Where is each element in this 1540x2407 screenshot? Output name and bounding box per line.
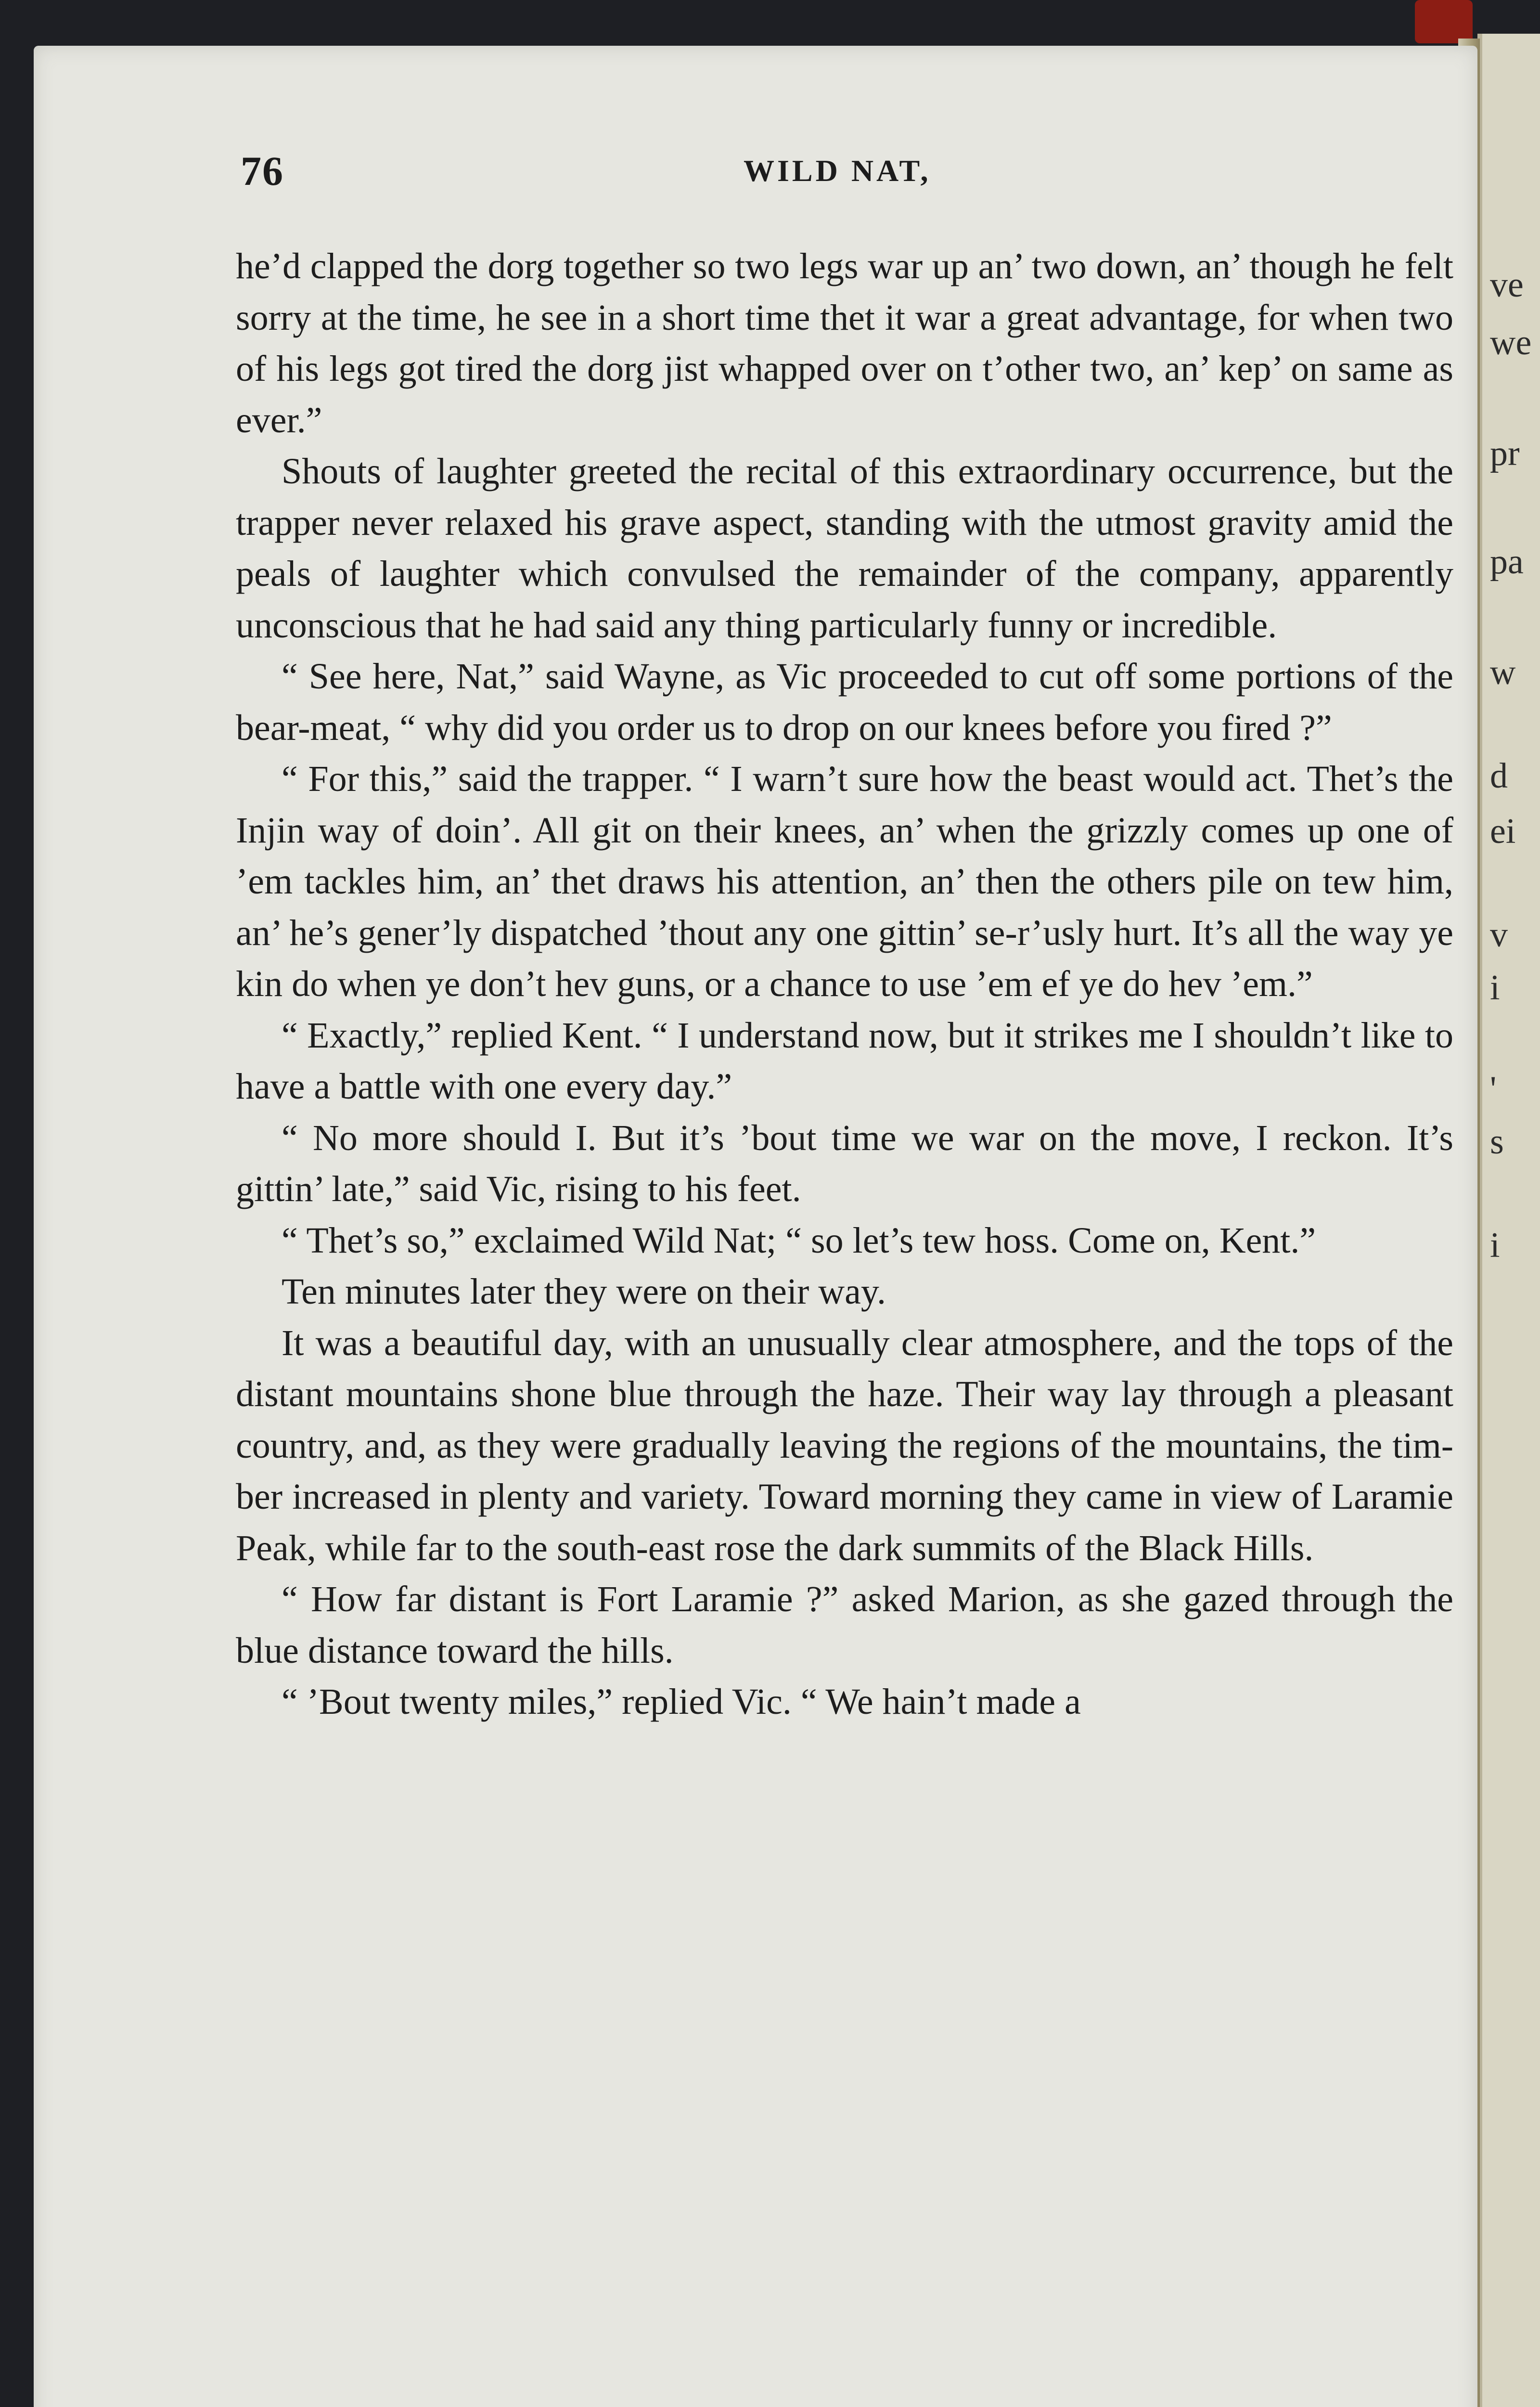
running-title: WILD NAT, xyxy=(744,154,931,188)
facing-page-fragment: ' xyxy=(1490,1069,1497,1109)
corner-stain xyxy=(1415,0,1473,43)
facing-page-fragment: v xyxy=(1490,915,1508,955)
facing-page-fragment: pr xyxy=(1490,434,1520,473)
facing-page-fragment: ei xyxy=(1490,812,1516,851)
facing-page-fragment: ve xyxy=(1490,265,1524,305)
paragraph: “ Thet’s so,” exclaimed Wild Nat; “ so let’s tew hoss. Come on, Kent.” xyxy=(282,1220,1316,1261)
facing-page-fragment: d xyxy=(1490,756,1508,796)
facing-page-fragment: s xyxy=(1490,1122,1504,1162)
paragraph: he’d clapped the dorg together so two legs war up an’ two down, an’ though he felt sorry at the time, he see in a short time thet it war a great advantage, for when two of his legs got tired the dorg jist whapped over on t’other two, an’ kep’ on same as ever.” xyxy=(236,246,1453,440)
paragraph: “ ’Bout twenty miles,” replied Vic. “ We hain’t made a xyxy=(282,1682,1081,1722)
paragraph: It was a beautiful day, with an unusually clear atmosphere, and the tops of the distant mountains shone blue through the haze. Their way lay through a pleasant country, and, as they were gradually leaving the regions of the mountains, the tim-ber increased in plenty and variety. Toward morning they came in view of Laramie Peak, while far to the south-east rose the dark summits of the Black Hills. xyxy=(236,1322,1453,1568)
body-text xyxy=(236,241,1453,1728)
paragraph: “ No more should I. But it’s ’bout time we war on the move, I reckon. It’s gittin’ late,” said Vic, rising to his feet. xyxy=(236,1117,1453,1209)
facing-page-fragment: i xyxy=(1490,1226,1500,1265)
paragraph: “ Exactly,” replied Kent. “ I understand now, but it strikes me I shouldn’t like to have a battle with one every day.” xyxy=(236,1015,1453,1107)
facing-page-fragment: w xyxy=(1490,653,1516,692)
facing-page-fragment: we xyxy=(1490,323,1532,362)
page-number: 76 xyxy=(241,148,284,194)
facing-page-fragment: i xyxy=(1490,968,1500,1008)
paragraph: “ For this,” said the trapper. “ I warn’t sure how the beast would act. Thet’s the Injin way of doin’. All git on their knees, an’ when the grizzly comes up one of ’em tackles him, an’ thet draws his attention, an’ then the others pile on tew him, an’ he’s gener’ly dispatched ’thout any one gittin’ se-r’usly hurt. It’s all the way ye kin do when ye don’t hev guns, or a chance to use ’em ef ye do hev ’em.” xyxy=(236,759,1453,1004)
paragraph: Shouts of laughter greeted the recital of this extraordinary occurrence, but the trapper never relaxed his grave aspect, standing with the utmost gravity amid the peals of laughter which convulsed the remainder of the company, apparently unconscious that he had said any thing particularly funny or incredible. xyxy=(236,451,1453,646)
paragraph: “ How far distant is Fort Laramie ?” asked Marion, as she gazed through the blue distance toward the hills. xyxy=(236,1579,1453,1671)
paragraph: Ten minutes later they were on their way. xyxy=(282,1271,886,1312)
facing-page-fragment: pa xyxy=(1490,542,1524,582)
facing-page-edge xyxy=(1477,34,1540,2407)
paragraph: “ See here, Nat,” said Wayne, as Vic proceeded to cut off some portions of the bear-meat, “ why did you order us to drop on our knees before you fired ?” xyxy=(236,656,1453,748)
